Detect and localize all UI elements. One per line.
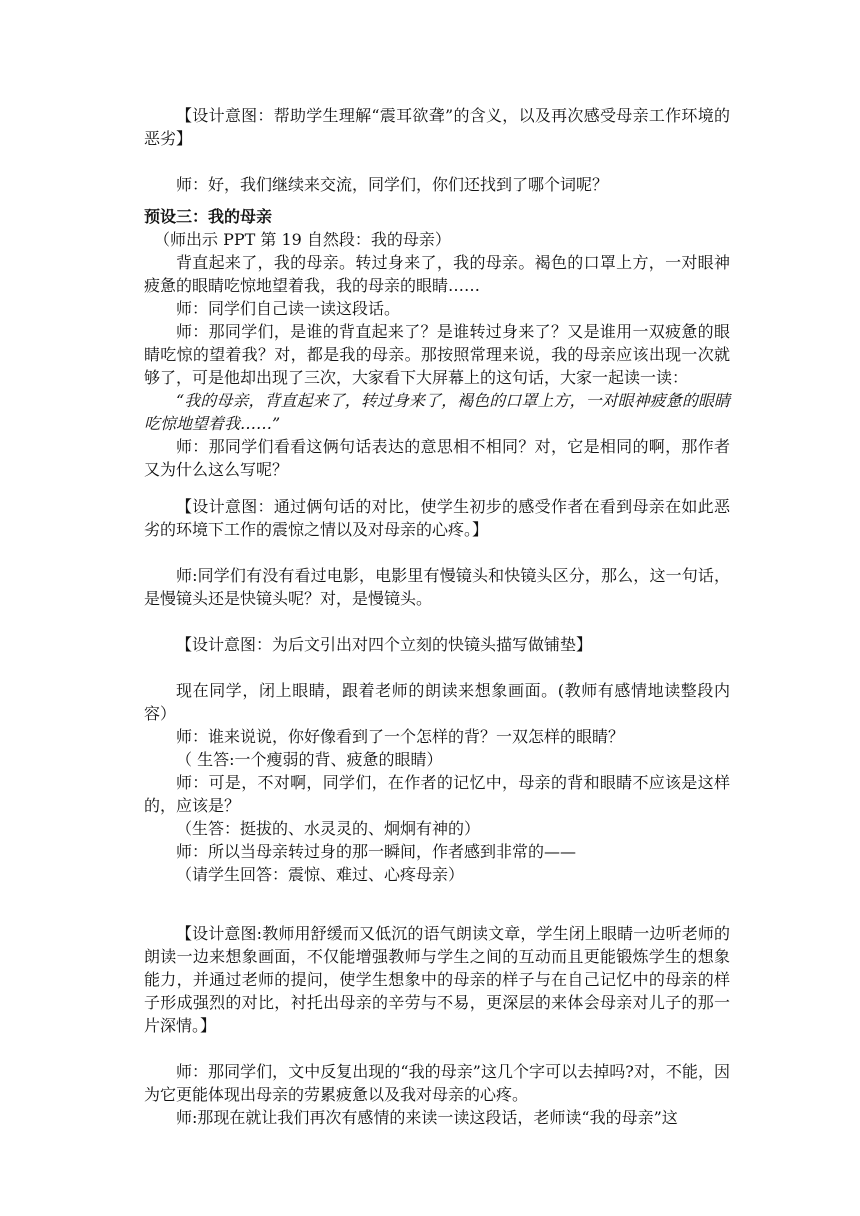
student-answer: （生答：挺拔的、水灵灵的、炯炯有神的） — [176, 819, 481, 838]
dialogue-paragraph: 师：谁来说说，你好像看到了一个怎样的背？一双怎样的眼睛？ — [176, 727, 625, 746]
text-block-3 — [144, 205, 730, 481]
ppt-note: （师出示 PPT 第 19 自然段：我的母亲） — [154, 230, 451, 249]
text-block-8 — [144, 922, 730, 1037]
text-block-9 — [144, 1060, 730, 1129]
dialogue-paragraph: 师：同学们自己读一读这段话。 — [176, 299, 401, 318]
student-answer: （ 生答:一个瘦弱的背、疲惫的眼睛） — [176, 750, 443, 769]
design-intent-paragraph: 【设计意图：通过俩句话的对比，使学生初步的感受作者在看到母亲在如此恶劣的环境下工作的震惊之情以及对母亲的心疼。】 — [144, 497, 730, 539]
dialogue-paragraph: 师：那同学们看看这俩句话表达的意思相不相同？对，它是相同的啊，那作者又为什么这么写呢？ — [144, 437, 730, 479]
text-block-1 — [144, 104, 730, 150]
dialogue-paragraph: 师:同学们有没有看过电影，电影里有慢镜头和快镜头区分，那么，这一句话，是慢镜头还是快镜头呢？对，是慢镜头。 — [144, 566, 730, 608]
student-answer: （请学生回答：震惊、难过、心疼母亲） — [176, 865, 465, 884]
dialogue-paragraph: 师：可是，不对啊，同学们，在作者的记忆中，母亲的背和眼睛不应该是这样的，应该是？ — [144, 773, 730, 815]
text-block-6 — [144, 633, 730, 656]
text-block-7 — [144, 679, 730, 886]
dialogue-paragraph: 师：那同学们，文中反复出现的“我的母亲”这几个字可以去掉吗?对，不能，因为它更能体现出母亲的劳累疲惫以及我对母亲的心疼。 — [144, 1062, 730, 1104]
design-intent-paragraph: 【设计意图：为后文引出对四个立刻的快镜头描写做铺垫】 — [176, 635, 593, 654]
text-block-5 — [144, 564, 730, 610]
text-excerpt-paragraph: 背直起来了，我的母亲。转过身来了，我的母亲。褐色的口罩上方，一对眼神疲惫的眼睛吃惊地望着我，我的母亲的眼睛…… — [144, 253, 730, 295]
text-block-4 — [144, 495, 730, 541]
section-heading: 预设三：我的母亲 — [144, 207, 273, 226]
design-intent-paragraph: 【设计意图：帮助学生理解“震耳欲聋”的含义，以及再次感受母亲工作环境的恶劣】 — [144, 106, 730, 148]
dialogue-paragraph: 师：那同学们，是谁的背直起来了？是谁转过身来了？又是谁用一双疲惫的眼睛吃惊的望着我？对，都是我的母亲。那按照常理来说，我的母亲应该出现一次就够了，可是他却出现了三次，大家看下大屏幕上的这句话，大家一起读一读： — [144, 322, 730, 387]
design-intent-paragraph: 【设计意图:教师用舒缓而又低沉的语气朗读文章，学生闭上眼睛一边听老师的朗读一边来想象画面，不仅能增强教师与学生之间的互动而且更能锻炼学生的想象能力，并通过老师的提问，使学生想象中的母亲的样子与在自己记忆中的母亲的样子形成强烈的对比，衬托出母亲的辛劳与不易，更深层的来体会母亲对儿子的那一片深情。】 — [144, 924, 730, 1035]
dialogue-paragraph: 现在同学，闭上眼睛，跟着老师的朗读来想象画面。(教师有感情地读整段内容） — [144, 681, 730, 723]
quoted-sentence: “我的母亲，背直起来了，转过身来了，褐色的口罩上方，一对眼神疲惫的眼睛吃惊地望着我……” — [144, 391, 730, 433]
text-block-2 — [144, 173, 730, 196]
dialogue-paragraph: 师：所以当母亲转过身的那一瞬间，作者感到非常的—— — [176, 842, 577, 861]
dialogue-paragraph: 师：好，我们继续来交流，同学们，你们还找到了哪个词呢？ — [176, 175, 609, 194]
dialogue-paragraph: 师:那现在就让我们再次有感情的来读一读这段话，老师读“我的母亲”这 — [176, 1108, 678, 1127]
